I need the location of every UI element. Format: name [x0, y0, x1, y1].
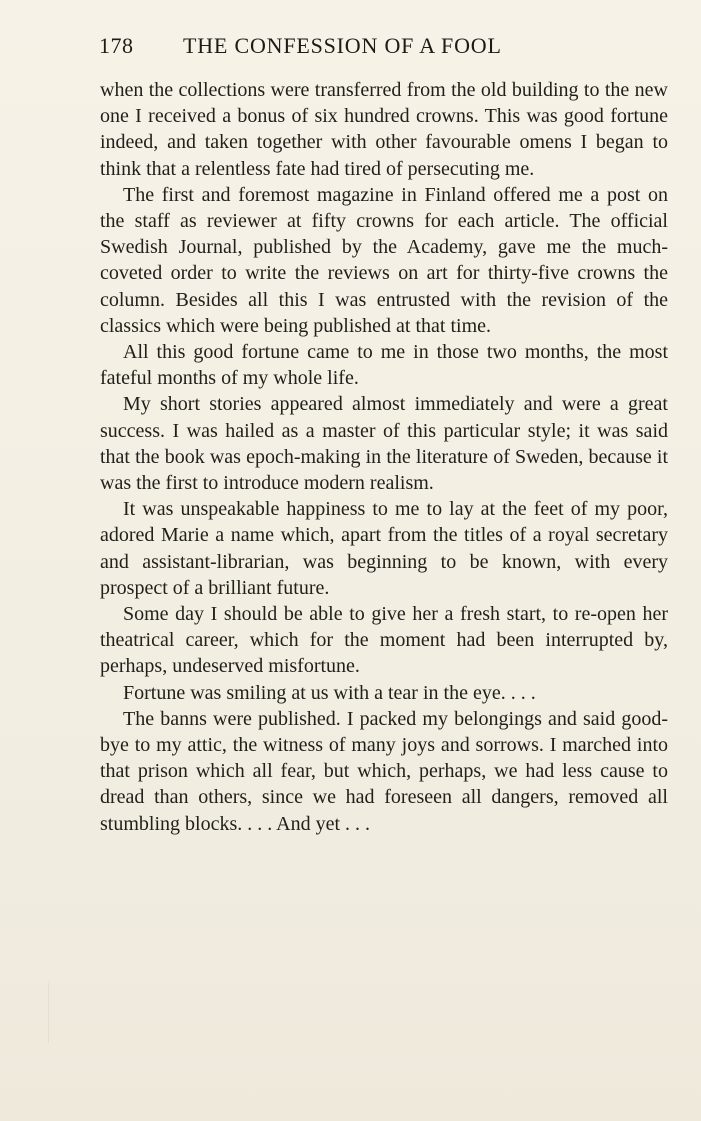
page-header — [99, 30, 583, 62]
page-number: 178 — [99, 33, 134, 58]
paper-mark — [48, 983, 49, 1043]
paragraph-2: The first and foremost magazine in Finland offered me a post on the staff as reviewer at fifty crowns for each article. The official Swedish Journal, published by the Academy, gave me the much-coveted order to write the reviews on art for thirty-five crowns the column. Besides all this I was entrusted with the revision of the classics which were being published at that time. — [100, 183, 668, 337]
paragraph-8: The banns were published. I packed my belongings and said good-bye to my attic, the witness of many joys and sorrows. I marched into that prison which all fear, but which, perhaps, we had less cause to dread than others, since we had foreseen all dangers, removed all stumbling blocks. . . . And yet . . . — [100, 707, 668, 835]
paragraph-1: when the collections were transferred from the old building to the new one I received a bonus of six hundred crowns. This was good fortune indeed, and taken together with other favourable omens I began to think that a relentless fate had tired of persecuting me. — [100, 79, 668, 180]
paragraph-4: My short stories appeared almost immediately and were a great success. I was hailed as a master of this particular style; it was said that the book was epoch-making in the literature of Sweden, because it was the first to introduce modern realism. — [100, 393, 668, 495]
paragraph-3: All this good fortune came to me in those two months, the most fateful months of my whole life. — [100, 341, 668, 390]
page-body — [100, 77, 668, 837]
paragraph-6: Some day I should be able to give her a fresh start, to re-open her theatrical career, which for the moment had been interrupted by, perhaps, undeserved misfortune. — [100, 603, 668, 678]
running-head: THE CONFESSION OF A FOOL — [183, 33, 502, 58]
paragraph-5: It was unspeakable happiness to me to lay at the feet of my poor, adored Marie a name which, apart from the titles of a royal secretary and assistant-librarian, was beginning to be known, with every prospect of a brilliant future. — [100, 498, 668, 599]
paragraph-7: Fortune was smiling at us with a tear in the eye. . . . — [123, 681, 536, 704]
